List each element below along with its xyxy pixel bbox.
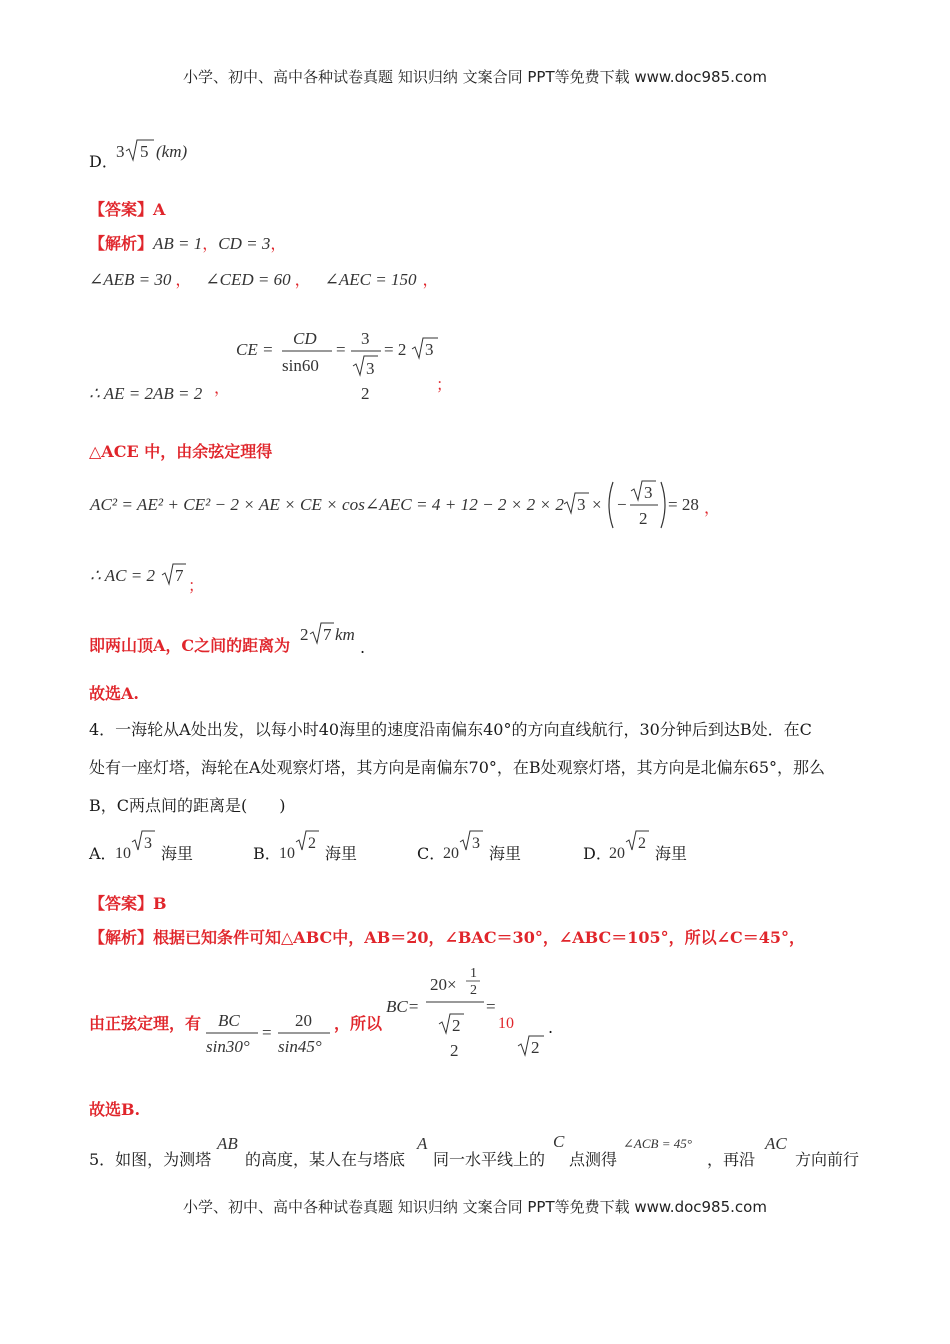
option-label: D．	[583, 844, 612, 863]
cosine-minus: −	[617, 495, 627, 514]
bc-rad: 2	[531, 1038, 540, 1057]
option-value	[441, 828, 489, 862]
q5-prefix: 5．如图，为测塔	[89, 1150, 212, 1169]
cosine-right: = 28	[668, 495, 699, 514]
angle-aeb: ∠AEB = 30	[89, 270, 172, 289]
option-label: C．	[417, 844, 446, 863]
q5-mid2: 同一水平线上的	[433, 1150, 546, 1169]
option-d-label: D．	[89, 152, 118, 171]
sine-den2: sin45°	[278, 1037, 322, 1056]
ce-sqrt-under: 3	[366, 359, 375, 378]
q4-choose: 故选B.	[89, 1100, 141, 1119]
cosine-den: 2	[639, 509, 648, 528]
option-coef: 20	[443, 845, 459, 862]
sine-eq: =	[262, 1023, 272, 1042]
q5-angle: ∠ACB = 45°	[623, 1136, 692, 1151]
option-coef: 10	[115, 845, 131, 862]
ce-result: = 2	[384, 340, 407, 359]
bc-half-den: 2	[470, 983, 477, 998]
q5-mid4: ，再沿	[707, 1150, 756, 1169]
q4-analysis: 【解析】根据已知条件可知△ABC中，AB＝20，∠BAC＝30°，∠ABC＝105°，所以∠C＝45°，	[89, 928, 806, 947]
q5-a: A	[417, 1134, 428, 1153]
cosine-law-text: △ACE 中，由余弦定理得	[89, 442, 273, 461]
semicolon: ；	[436, 375, 453, 394]
q4-line1: 4．一海轮从A处出发，以每小时40海里的速度沿南偏东40°的方向直线航行，30分钟后到达B处．在C	[89, 720, 812, 739]
sine-text: 由正弦定理，有	[89, 1014, 202, 1033]
q5-ab: AB	[217, 1134, 238, 1153]
bc-top-num: 20×	[430, 975, 457, 994]
q5-ac: AC	[765, 1134, 787, 1153]
q4-line2: 处有一座灯塔，海轮在A处观察灯塔，其方向是南偏东70°，在B处观察灯塔，其方向是北偏东65°，那么	[89, 758, 826, 777]
option-label: B．	[253, 844, 281, 863]
angle-ced: ∠CED = 60	[205, 270, 291, 289]
option-rad: 2	[638, 835, 646, 852]
bc-bot-den: 2	[450, 1041, 459, 1060]
q5-c: C	[553, 1132, 565, 1151]
sine-num2: 20	[295, 1011, 312, 1030]
option-unit: 海里	[655, 844, 688, 863]
option-coef: 10	[279, 845, 295, 862]
page-header: 小学、初中、高中各种试卷真题 知识归纳 文案合同 PPT等免费下载 www.doc985.com	[183, 68, 767, 86]
bc-half-num: 1	[470, 966, 477, 981]
distance-coef: 2	[300, 625, 309, 644]
cosine-times: ×	[592, 495, 602, 514]
q3-givens-line	[89, 234, 286, 254]
ce-eq: =	[336, 340, 346, 359]
option-d-coef: 3	[116, 142, 125, 161]
option-coef: 20	[609, 845, 625, 862]
given-ab: AB = 1	[153, 234, 203, 253]
sine-formula	[200, 1006, 340, 1062]
analysis-label: 【解析】	[89, 234, 154, 253]
option-unit: 海里	[489, 844, 522, 863]
q5-mid3: 点测得	[569, 1150, 618, 1169]
q4-options	[89, 826, 789, 866]
q5-suffix: 方向前行	[795, 1150, 860, 1169]
ce-den2: 2	[361, 384, 370, 403]
sine-den1: sin30°	[206, 1037, 250, 1056]
cosine-comma: ，	[704, 498, 721, 517]
given-cd: CD = 3	[218, 234, 271, 253]
sep: ，	[270, 234, 287, 253]
option-d-rad: 5	[140, 142, 149, 161]
option-rad: 3	[144, 835, 152, 852]
cosine-num: 3	[644, 483, 653, 502]
distance-unit: km	[335, 625, 355, 644]
period: .	[360, 638, 366, 657]
option-label: A．	[89, 844, 117, 863]
suoyi: ，所以	[334, 1014, 383, 1033]
bc-eq: =	[486, 997, 496, 1016]
q5-line	[89, 1132, 869, 1172]
sep: ，	[214, 378, 231, 397]
option-value	[607, 828, 655, 862]
bc-bot-rad: 2	[452, 1016, 461, 1035]
sep: ，	[175, 270, 192, 289]
option-unit: 海里	[161, 844, 194, 863]
ae-line: ∴ AE = 2AB = 2	[89, 384, 203, 403]
page-footer: 小学、初中、高中各种试卷真题 知识归纳 文案合同 PPT等免费下载 www.doc985.com	[183, 1198, 767, 1216]
option-rad: 2	[308, 835, 316, 852]
bc-coef: 10	[498, 1015, 514, 1032]
option-unit: 海里	[325, 844, 358, 863]
q4-line3: B，C两点间的距离是( )	[89, 796, 286, 815]
ce-formula	[232, 322, 452, 404]
semicolon: ；	[188, 576, 205, 595]
bc-expr	[384, 960, 564, 1066]
angle-aec: ∠AEC = 150	[324, 270, 417, 289]
cosine-rad: 3	[577, 495, 586, 514]
q5-mid1: 的高度，某人在与塔底	[245, 1150, 406, 1169]
distance-text: 即两山顶A，C之间的距离为	[89, 636, 291, 655]
ac-rad: 7	[175, 566, 184, 585]
ce-result-rad: 3	[425, 340, 434, 359]
ce-den: sin60	[282, 356, 319, 375]
bc-lhs: BC=	[386, 997, 420, 1016]
ce-lhs: CE =	[236, 340, 274, 359]
distance-rad: 7	[323, 625, 332, 644]
ce-num2: 3	[361, 329, 370, 348]
option-rad: 3	[472, 835, 480, 852]
option-value	[113, 828, 161, 862]
option-d-formula	[114, 136, 204, 166]
cosine-left: AC² = AE² + CE² − 2 × AE × CE × cos∠AEC = 4 + 12 − 2 × 2 × 2	[88, 495, 565, 514]
q3-answer: 【答案】A	[89, 200, 166, 219]
ce-num: CD	[293, 329, 317, 348]
sine-num1: BC	[218, 1011, 240, 1030]
ac-text: ∴ AC = 2	[90, 566, 155, 585]
option-value	[277, 828, 325, 862]
sep: ，	[202, 234, 219, 253]
sep: ，	[422, 270, 439, 289]
q4-answer: 【答案】B	[89, 894, 167, 913]
q3-choose: 故选A.	[89, 684, 139, 703]
q3-angles-line	[89, 270, 438, 290]
sep: ，	[294, 270, 311, 289]
option-d-unit: (km)	[156, 142, 188, 161]
cosine-formula	[86, 474, 726, 536]
period: .	[548, 1018, 554, 1037]
